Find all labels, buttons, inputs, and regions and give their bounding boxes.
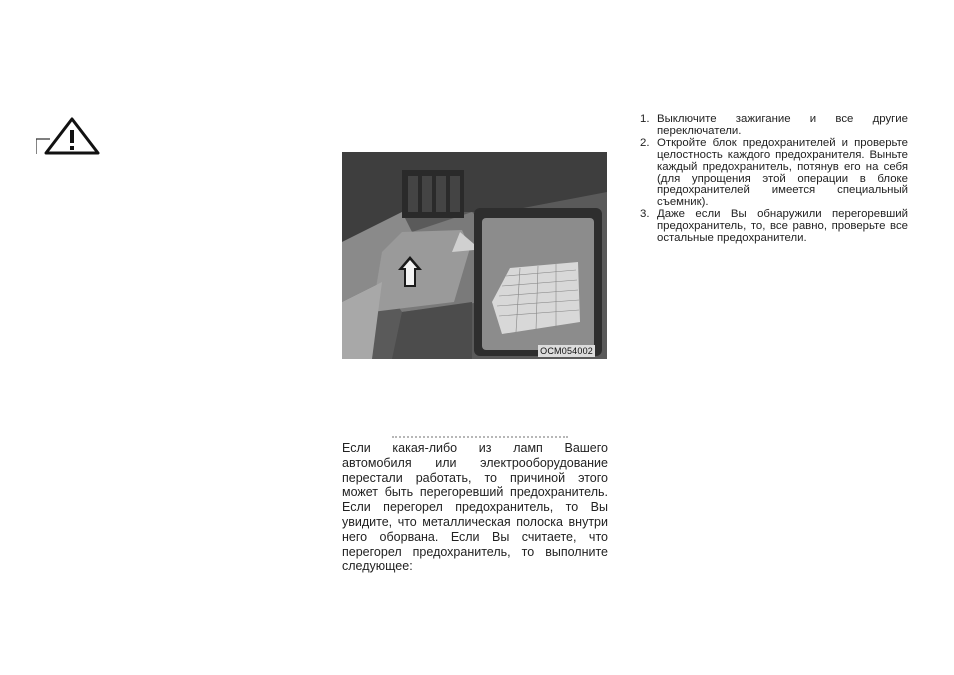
body-paragraph: Если какая-либо из ламп Вашего автомобиля или электрооборудование перестали работать, то причиной этого может быть перегоревший предохранитель. Если перегорел предохранитель, то Вы увидите, что металлическая полоска внутри него оборвана. Если Вы считаете, что перегорел предохранитель, то выполните следующее: (342, 441, 608, 574)
step-item (640, 138, 908, 209)
warning-triangle-icon (36, 113, 102, 159)
step-number: 2. (640, 136, 650, 149)
step-item (640, 209, 908, 245)
figure-code: OCM054002 (540, 346, 593, 356)
step-text: Откройте блок предохранителей и проверьте целостность каждого предохранителя. Выньте каждый предохранитель, потянув его на себя (для упрощения этой операции в блоке предохранителей имеется специальный съемник). (657, 136, 908, 209)
instruction-steps (640, 114, 908, 245)
step-text: Выключите зажигание и все другие переключатели. (657, 113, 908, 137)
step-number: 1. (640, 113, 650, 125)
fuse-box-photo (342, 152, 607, 359)
step-text: Даже если Вы обнаружили перегоревший предохранитель, то, все равно, проверьте все остальные предохранители. (657, 208, 908, 245)
step-item (640, 114, 908, 138)
step-number: 3. (640, 208, 650, 221)
